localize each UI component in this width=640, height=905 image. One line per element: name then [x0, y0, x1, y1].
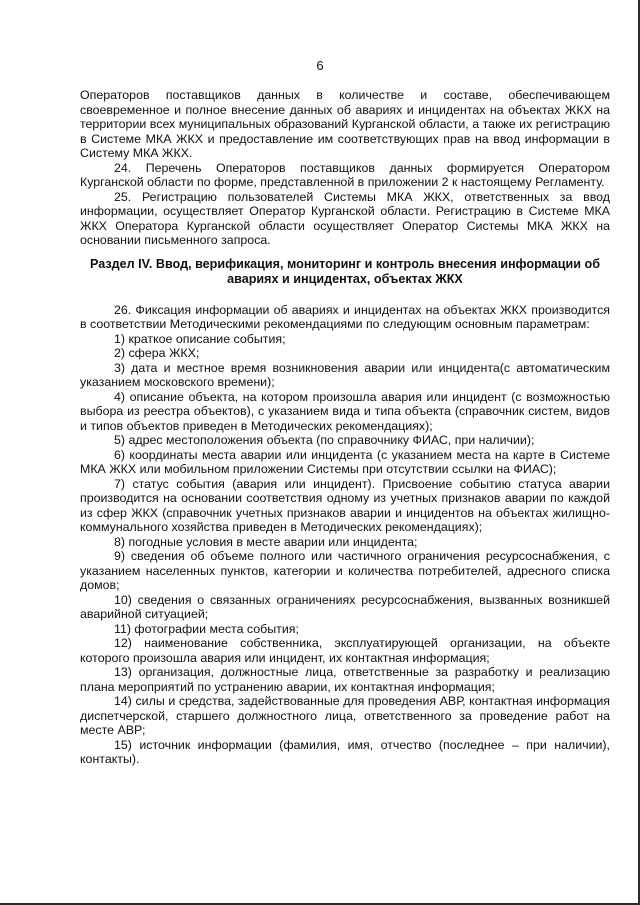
- list-item-11: 11) фотографии места события;: [114, 621, 299, 636]
- list-item-12: 12) наименование собственника, эксплуатирующей организации, на объекте которого произошла авария или инцидент, их контактная информация;: [80, 636, 610, 665]
- list-item-8: 8) погодные условия в месте аварии или инцидента;: [114, 534, 418, 549]
- list-item-14: 14) силы и средства, задействованные для проведения АВР, контактная информация диспетчерской, старшего должностного лица, ответственного за проведение работ на месте АВР;: [80, 694, 610, 737]
- list-item-5: 5) адрес местоположения объекта (по справочнику ФИАС, при наличии);: [114, 433, 535, 447]
- paragraph-25: 25. Регистрацию пользователей Системы МКА ЖКХ, ответственных за ввод информации, осуществляет Оператор Курганской области. Регистрацию в Системе МКА ЖКХ Оператора Курганской области осуществляет Оператор Системы МКА ЖКХ на основании письменного запроса.: [80, 189, 610, 247]
- page-number: 6: [316, 58, 324, 73]
- section-heading: Раздел IV. Ввод, верификация, мониторинг и контроль внесения информации об авариях и инцидентах, объектах ЖКХ: [90, 256, 600, 286]
- list-item-10: 10) сведения о связанных ограничениях ресурсоснабжения, вызванных возникшей аварийной ситуацией;: [80, 592, 610, 621]
- list-item-4: 4) описание объекта, на котором произошла авария или инцидент (с возможностью выбора из реестра объектов), с указанием вида и типа объекта (справочник систем, видов и типов объектов приведен в Методических рекомендациях);: [80, 389, 610, 433]
- paragraph-26: 26. Фиксация информации об авариях и инцидентах на объектах ЖКХ производится в соответствии Методическими рекомендациями по следующим основным параметрам:: [80, 302, 610, 331]
- list-item-13: 13) организация, должностные лица, ответственные за разработку и реализацию плана мероприятий по устранению аварии, их контактная информация;: [80, 665, 610, 694]
- paragraph-24: 24. Перечень Операторов поставщиков данных формируется Оператором Курганской области по форме, представленной в приложении 2 к настоящему Регламенту.: [80, 160, 610, 189]
- list-item-2: 2) сфера ЖКХ;: [114, 346, 200, 360]
- list-item-15: 15) источник информации (фамилия, имя, отчество (последнее – при наличии), контакты).: [80, 737, 610, 766]
- list-item-6: 6) координаты места аварии или инцидента (с указанием места на карте в Системе МКА ЖКХ или мобильном приложении Системы при отсутствии ссылки на ФИАС);: [80, 447, 610, 476]
- list-item-1: 1) краткое описание события;: [114, 331, 286, 346]
- list-item-7: 7) статус события (авария или инцидент). Присвоение событию статуса аварии производится на основании соответствия одному из учетных признаков аварии по каждой из сфер ЖКХ (справочник учетных признаков аварии и инцидентов на объектах жилищно-коммунального хозяйства приведен в Методических рекомендациях);: [80, 476, 610, 534]
- paragraph-operators-continuation: Операторов поставщиков данных в количестве и составе, обеспечивающем своевременное и полное внесение данных об авариях и инцидентах на объектах ЖКХ на территории всех муниципальных образований Курганской области, а также их регистрацию в Системе МКА ЖКХ и предоставление им соответствующих прав на ввод информации в Систему МКА ЖКХ.: [80, 88, 610, 160]
- list-item-9: 9) сведения об объеме полного или частичного ограничения ресурсоснабжения, с указанием населенных пунктов, категории и количества потребителей, адресного списка домов;: [80, 549, 610, 592]
- list-item-3: 3) дата и местное время возникновения аварии или инцидента(с автоматическим указанием московского времени);: [80, 360, 610, 389]
- document-body: [80, 88, 610, 767]
